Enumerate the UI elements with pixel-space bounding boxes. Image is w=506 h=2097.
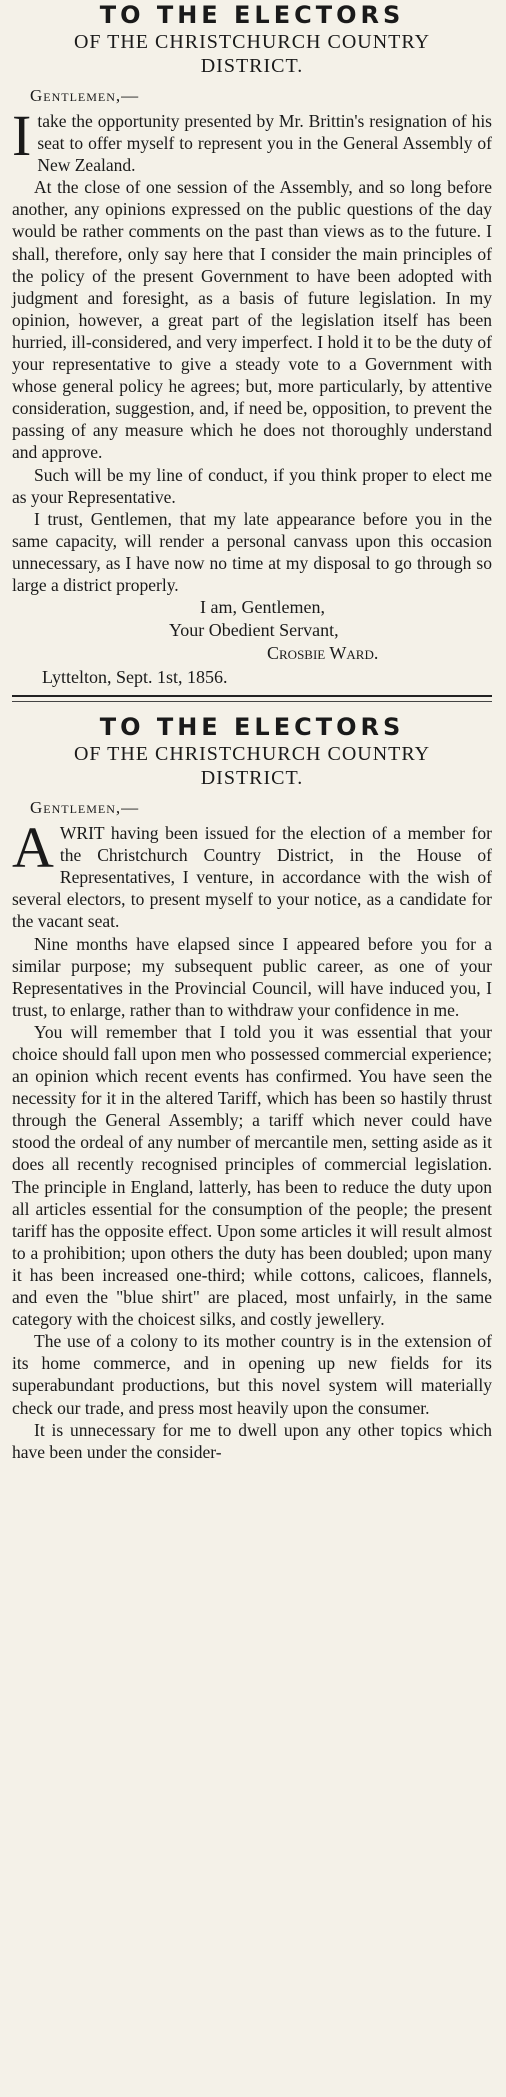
salutation: Gentlemen,— (30, 798, 140, 818)
notice-subheading: OF THE CHRISTCHURCH COUNTRY (73, 31, 431, 53)
paragraph: You will remember that I told you it was essential that your choice should fall upon men who possessed commercial experience; an opinion which recent events has confirmed. You have seen the necessity for it in the altered Tariff, which has been so hastily thrust through the General Assembly; a tariff which never could have stood the ordeal of any number of mercantile men, setting aside as it does all recently recognised principles of commercial legislation. The principle in England, latterly, has been to reduce the duty upon all articles essential for the consumption of the people; the present tariff has the opposite effect. Upon some articles it will result almost to a prohibition; upon others the duty has been doubled; upon many it has been increased one-third; while cottons, calicoes, flannels, and even the "blue shirt" are placed, most unfairly, in the same category with the choicest silks, and costly jewellery. (12, 1021, 492, 1330)
paragraph: I trust, Gentlemen, that my late appearance before you in the same capacity, will render a personal canvass upon this occasion unnecessary, as I have now no time at my disposal to go through so large a district properly. (12, 508, 492, 595)
paragraph: The use of a colony to its mother country is in the extension of its home commerce, and in opening up new fields for its superabundant productions, but this novel system will materially check our trade, and press most heavily upon the consumer. (12, 1331, 492, 1418)
dateline: Lyttelton, Sept. 1st, 1856. (42, 667, 228, 688)
notice-subheading-district: DISTRICT. (200, 55, 304, 77)
paragraph: Nine months have elapsed since I appeared before you for a similar purpose; my subsequent public career, as one of your Representatives in the Provincial Council, will have induced you, I trust, to enlarge, rather than to withdraw your confidence in me. (12, 933, 492, 1020)
notice-heading: TO THE ELECTORS (99, 1, 405, 29)
drop-cap: I (12, 103, 32, 168)
notice-heading: TO THE ELECTORS (99, 713, 405, 742)
divider (12, 695, 492, 697)
divider-thin (12, 701, 492, 702)
paragraph: Itake the opportunity presented by Mr. Brittin's resignation of his seat to offer myself to represent you in the General Assembly of New Zealand. (12, 103, 492, 176)
signature: Crosbie Ward. (267, 643, 379, 664)
paragraph: Such will be my line of conduct, if you think proper to elect me as your Representative. (12, 464, 492, 507)
salutation: Gentlemen,— (30, 86, 140, 105)
drop-cap: A (12, 815, 54, 881)
paragraph: At the close of one session of the Assembly, and so long before another, any opinions expressed on the public questions of the day would be rather comments on the past than views as to the future. I shall, therefore, only say here that I consider the main principles of the policy of the present Government to have been adopted with judgment and foresight, as a basis of future legislation. In my opinion, however, a great part of the legislation itself has been hurried, ill-considered, and very imperfect. I hold it to be the duty of your representative to give a steady vote to a Government with whose general policy he agrees; but, more particularly, by attentive consideration, suggestion, and, if need be, opposition, to prevent the passing of any measure which he does not thoroughly understand and approve. (12, 177, 492, 463)
notice-subheading: OF THE CHRISTCHURCH COUNTRY (73, 743, 431, 766)
paragraph: AWRIT having been issued for the election of a member for the Christchurch Country District, in the House of Representatives, I venture, in accordance with the wish of several electors, to present myself to your notice, as a candidate for the vacant seat. (12, 815, 492, 932)
notice-crosbie-ward (12, 0, 492, 689)
paragraph: It is unnecessary for me to dwell upon any other topics which have been under the consider- (12, 1419, 492, 1462)
closing-line: I am, Gentlemen, (200, 597, 325, 618)
servant-line: Your Obedient Servant, (169, 620, 339, 641)
notice-second-candidate (12, 712, 492, 1463)
notice-subheading-district: DISTRICT. (200, 767, 304, 790)
